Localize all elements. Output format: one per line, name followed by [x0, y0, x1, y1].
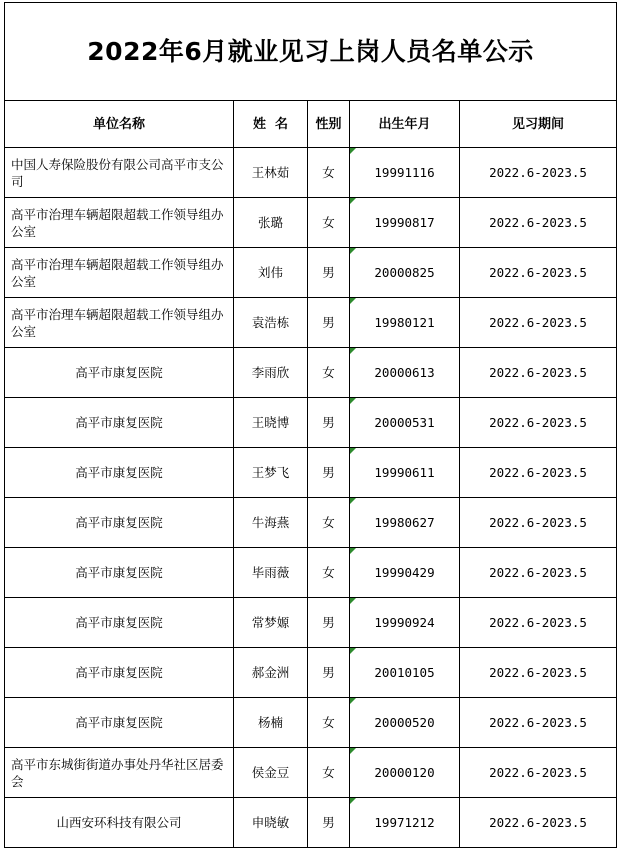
text-number-marker-icon [350, 348, 356, 354]
text-number-marker-icon [350, 398, 356, 404]
header-period: 见习期间 [460, 101, 617, 148]
cell-gender-text: 男 [322, 315, 335, 330]
cell-gender [308, 798, 350, 848]
cell-period-text: 2022.6-2023.5 [489, 265, 587, 280]
cell-gender-text: 女 [322, 165, 335, 180]
cell-unit [5, 648, 234, 698]
table-row [5, 148, 617, 198]
cell-period-text: 2022.6-2023.5 [489, 315, 587, 330]
cell-unit-text: 高平市康复医院 [75, 465, 163, 480]
cell-period [460, 198, 617, 248]
text-number-marker-icon [350, 648, 356, 654]
cell-gender [308, 448, 350, 498]
cell-unit [5, 248, 234, 298]
cell-unit-text: 高平市康复医院 [75, 615, 163, 630]
text-number-marker-icon [350, 298, 356, 304]
cell-unit [5, 598, 234, 648]
cell-period [460, 298, 617, 348]
cell-birth-text: 19990611 [374, 465, 435, 480]
cell-name-text: 袁浩栋 [251, 315, 290, 330]
cell-gender-text: 女 [322, 515, 335, 530]
cell-unit [5, 148, 234, 198]
cell-birth [350, 498, 460, 548]
cell-period-text: 2022.6-2023.5 [489, 815, 587, 830]
cell-gender [308, 198, 350, 248]
table-row [5, 548, 617, 598]
cell-gender-text: 男 [322, 415, 335, 430]
cell-name [234, 448, 308, 498]
cell-gender-text: 女 [322, 565, 335, 580]
table-row [5, 398, 617, 448]
cell-period [460, 798, 617, 848]
cell-gender [308, 548, 350, 598]
cell-unit [5, 698, 234, 748]
cell-birth-text: 19980627 [374, 515, 435, 530]
cell-birth-text: 19980121 [374, 315, 435, 330]
cell-birth-text: 20000520 [374, 715, 435, 730]
text-number-marker-icon [350, 498, 356, 504]
page-title: 2022年6月就业见习上岗人员名单公示 [5, 3, 617, 101]
text-number-marker-icon [350, 698, 356, 704]
cell-period-text: 2022.6-2023.5 [489, 665, 587, 680]
cell-birth-text: 20010105 [374, 665, 435, 680]
cell-birth [350, 598, 460, 648]
cell-birth [350, 298, 460, 348]
cell-period-text: 2022.6-2023.5 [489, 765, 587, 780]
cell-name-text: 张璐 [257, 215, 283, 230]
cell-birth [350, 748, 460, 798]
cell-unit-text: 高平市治理车辆超限超载工作领导组办公室 [11, 256, 224, 289]
cell-unit [5, 298, 234, 348]
cell-gender [308, 298, 350, 348]
cell-name-text: 杨楠 [257, 715, 283, 730]
cell-birth [350, 648, 460, 698]
cell-birth [350, 348, 460, 398]
cell-gender-text: 女 [322, 765, 335, 780]
cell-gender-text: 女 [322, 365, 335, 380]
cell-name-text: 王晓博 [251, 415, 290, 430]
cell-name-text: 申晓敏 [251, 815, 290, 830]
cell-birth [350, 198, 460, 248]
cell-period [460, 648, 617, 698]
cell-unit [5, 548, 234, 598]
cell-period [460, 498, 617, 548]
cell-unit-text: 高平市康复医院 [75, 515, 163, 530]
cell-unit-text: 高平市康复医院 [75, 415, 163, 430]
cell-birth [350, 448, 460, 498]
cell-period [460, 598, 617, 648]
text-number-marker-icon [350, 798, 356, 804]
cell-period [460, 448, 617, 498]
header-row [5, 101, 617, 148]
cell-unit [5, 198, 234, 248]
cell-birth-text: 19971212 [374, 815, 435, 830]
cell-period [460, 348, 617, 398]
table-row [5, 598, 617, 648]
cell-unit-text: 高平市康复医院 [75, 665, 163, 680]
text-number-marker-icon [350, 598, 356, 604]
cell-birth-text: 19991116 [374, 165, 435, 180]
cell-name-text: 郝金洲 [251, 665, 290, 680]
cell-birth-text: 20000120 [374, 765, 435, 780]
cell-period-text: 2022.6-2023.5 [489, 165, 587, 180]
cell-gender-text: 男 [322, 465, 335, 480]
text-number-marker-icon [350, 148, 356, 154]
table-row [5, 348, 617, 398]
cell-period [460, 398, 617, 448]
cell-birth [350, 398, 460, 448]
header-birth: 出生年月 [350, 101, 460, 148]
text-number-marker-icon [350, 448, 356, 454]
cell-birth [350, 698, 460, 748]
cell-name [234, 648, 308, 698]
cell-period [460, 548, 617, 598]
cell-gender [308, 348, 350, 398]
header-gender: 性别 [308, 101, 350, 148]
cell-name [234, 748, 308, 798]
table-row [5, 498, 617, 548]
cell-period-text: 2022.6-2023.5 [489, 215, 587, 230]
cell-gender [308, 498, 350, 548]
cell-name [234, 498, 308, 548]
cell-gender-text: 男 [322, 615, 335, 630]
cell-birth [350, 148, 460, 198]
cell-name [234, 248, 308, 298]
table-row [5, 798, 617, 848]
cell-name [234, 298, 308, 348]
cell-birth-text: 20000613 [374, 365, 435, 380]
cell-period-text: 2022.6-2023.5 [489, 365, 587, 380]
cell-gender [308, 598, 350, 648]
table-row [5, 698, 617, 748]
cell-period [460, 148, 617, 198]
text-number-marker-icon [350, 748, 356, 754]
header-name: 姓 名 [234, 101, 308, 148]
cell-birth-text: 19990924 [374, 615, 435, 630]
text-number-marker-icon [350, 248, 356, 254]
cell-gender-text: 女 [322, 715, 335, 730]
cell-gender [308, 748, 350, 798]
cell-birth [350, 798, 460, 848]
table-row [5, 198, 617, 248]
roster-table [4, 2, 617, 848]
cell-unit [5, 748, 234, 798]
cell-unit [5, 398, 234, 448]
cell-period-text: 2022.6-2023.5 [489, 465, 587, 480]
cell-name [234, 798, 308, 848]
cell-name [234, 398, 308, 448]
cell-unit-text: 山西安环科技有限公司 [56, 815, 182, 830]
cell-name [234, 598, 308, 648]
cell-unit-text: 高平市康复医院 [75, 565, 163, 580]
cell-unit [5, 448, 234, 498]
cell-gender [308, 248, 350, 298]
cell-period-text: 2022.6-2023.5 [489, 415, 587, 430]
text-number-marker-icon [350, 198, 356, 204]
cell-birth [350, 548, 460, 598]
cell-name [234, 698, 308, 748]
title-row [5, 3, 617, 101]
cell-birth-text: 20000825 [374, 265, 435, 280]
cell-period [460, 748, 617, 798]
cell-gender-text: 男 [322, 665, 335, 680]
cell-gender-text: 女 [322, 215, 335, 230]
cell-period [460, 248, 617, 298]
table-row [5, 748, 617, 798]
cell-name-text: 王林茹 [251, 165, 290, 180]
table-row [5, 248, 617, 298]
cell-gender [308, 698, 350, 748]
cell-name-text: 牛海燕 [251, 515, 290, 530]
cell-name-text: 李雨欣 [251, 365, 290, 380]
cell-period-text: 2022.6-2023.5 [489, 565, 587, 580]
cell-gender [308, 398, 350, 448]
cell-unit-text: 高平市治理车辆超限超载工作领导组办公室 [11, 206, 224, 239]
table-row [5, 448, 617, 498]
cell-name-text: 毕雨薇 [251, 565, 290, 580]
cell-name [234, 148, 308, 198]
cell-unit-text: 高平市康复医院 [75, 715, 163, 730]
cell-birth-text: 19990817 [374, 215, 435, 230]
cell-name-text: 常梦嫄 [251, 615, 290, 630]
cell-name [234, 198, 308, 248]
table-row [5, 298, 617, 348]
cell-gender [308, 648, 350, 698]
cell-period [460, 698, 617, 748]
cell-unit [5, 348, 234, 398]
cell-birth-text: 20000531 [374, 415, 435, 430]
cell-gender-text: 男 [322, 265, 335, 280]
header-unit: 单位名称 [5, 101, 234, 148]
cell-gender [308, 148, 350, 198]
cell-period-text: 2022.6-2023.5 [489, 615, 587, 630]
cell-unit-text: 中国人寿保险股份有限公司高平市支公司 [11, 156, 224, 189]
cell-unit-text: 高平市治理车辆超限超载工作领导组办公室 [11, 306, 224, 339]
cell-period-text: 2022.6-2023.5 [489, 515, 587, 530]
text-number-marker-icon [350, 548, 356, 554]
cell-name [234, 548, 308, 598]
cell-unit-text: 高平市东城街街道办事处丹华社区居委会 [11, 756, 224, 789]
cell-name-text: 刘伟 [257, 265, 283, 280]
cell-birth [350, 248, 460, 298]
cell-gender-text: 男 [322, 815, 335, 830]
cell-unit-text: 高平市康复医院 [75, 365, 163, 380]
cell-unit [5, 798, 234, 848]
cell-period-text: 2022.6-2023.5 [489, 715, 587, 730]
cell-birth-text: 19990429 [374, 565, 435, 580]
cell-unit [5, 498, 234, 548]
cell-name [234, 348, 308, 398]
cell-name-text: 王梦飞 [251, 465, 290, 480]
table-row [5, 648, 617, 698]
cell-name-text: 侯金豆 [251, 765, 290, 780]
